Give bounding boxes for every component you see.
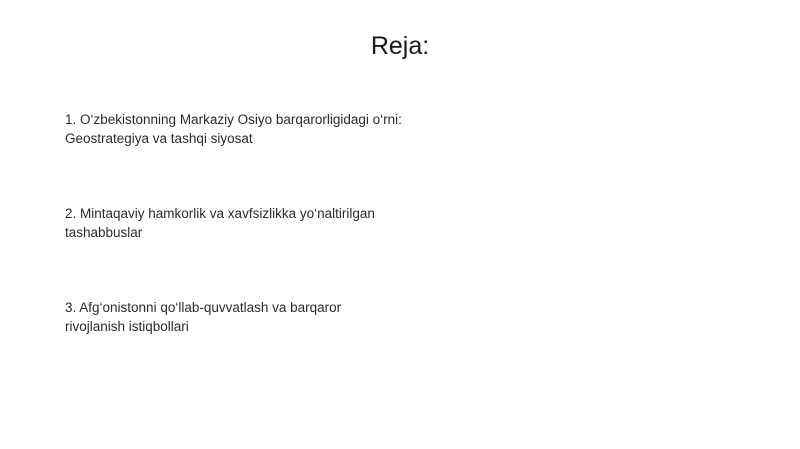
- agenda-item-1-line-1: 1. O‘zbekistonning Markaziy Osiyo barqarorligidagi o‘rni:: [65, 112, 402, 127]
- agenda-item-1: [65, 110, 402, 148]
- agenda-item-2-line-1: 2. Mintaqaviy hamkorlik va xavfsizlikka yo‘naltirilgan: [65, 206, 375, 221]
- agenda-item-3: [65, 298, 341, 336]
- agenda-item-1-line-2: Geostrategiya va tashqi siyosat: [65, 131, 253, 146]
- agenda-item-3-line-1: 3. Afg‘onistonni qo‘llab-quvvatlash va barqaror: [65, 300, 342, 315]
- agenda-item-2-line-2: tashabbuslar: [65, 225, 143, 240]
- slide-title: Reja:: [370, 32, 430, 60]
- agenda-item-2: [65, 204, 375, 242]
- agenda-item-3-line-2: rivojlanish istiqbollari: [65, 319, 189, 334]
